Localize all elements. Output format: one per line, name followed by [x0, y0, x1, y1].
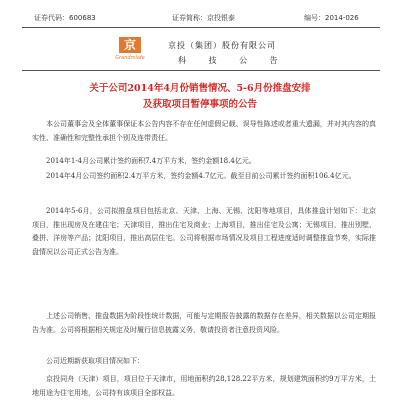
announcement-title-line2: 及获取项目暂停事项的公告 — [142, 99, 257, 110]
company-logo — [112, 37, 148, 69]
stock-name: 证券简称：京投银泰 — [172, 14, 235, 22]
stock-code: 证券代码：600683 — [34, 14, 96, 22]
header-divider — [22, 27, 380, 28]
logo-mark: 京 — [119, 37, 141, 53]
ytd-sales-paragraph: 2014年1-4月公司累计签约面积7.4万平方米，签约金额18.4亿元。 — [46, 157, 256, 165]
new-projects-heading: 公司近期新获取项目情况如下： — [46, 357, 144, 365]
document-type: 科 技 公 告 — [178, 56, 288, 65]
title-divider — [22, 70, 380, 71]
notice-number: 编号：2014-026 — [304, 14, 359, 22]
new-project-paragraph: 京投同舟（天津）项目，项目位于天津市，用地面积约28,128.22平方米，规划建筑面积约9万平方米，土地用途为住宅用地，公司持有该项目全部权益。 — [32, 375, 376, 397]
april-sales-paragraph: 2014年4月公司签约面积2.4万平方米，签约金额4.7亿元。截至目前公司累计签约面积106.4亿元。 — [46, 172, 356, 180]
logo-wordmark: Grandmlafe — [115, 55, 145, 61]
company-name: 京投（集团）股份有限公司 — [168, 41, 276, 50]
data-note-paragraph: 上述公司销售、推盘数据为阶段性统计数据，可能与定期报告披露的数据存在差异，相关数据以公司定期报告为准。公司将根据相关规定及时履行信息披露义务，敬请投资者注意投资风险。 — [32, 312, 376, 334]
document-header — [22, 10, 388, 24]
disclaimer-paragraph: 本公司董事会及全体董事保证本公告内容不存在任何虚假记载、误导性陈述或者重大遗漏，并对其内容的真实性、准确性和完整性承担个别及连带责任。 — [32, 120, 376, 142]
launch-plan-paragraph: 2014年5-6月，公司拟推盘项目包括北京、天津、上海、无锡、沈阳等地项目，具体推盘计划如下：北京项目，推出现房及在建住宅；天津项目，推出住宅及商业；上海项目，推出住宅及公寓；无锡项目，推出别墅、叠拼、洋房等产品；沈阳项目，推出高层住宅。公司将根据市场情况及项目工程进度适时调整推盘节奏，实际推盘情况以公司正式公告为准。 — [32, 207, 376, 256]
announcement-title-line1: 关于公司2014年4月份销售情况、5-6月份推盘安排 — [89, 83, 311, 94]
